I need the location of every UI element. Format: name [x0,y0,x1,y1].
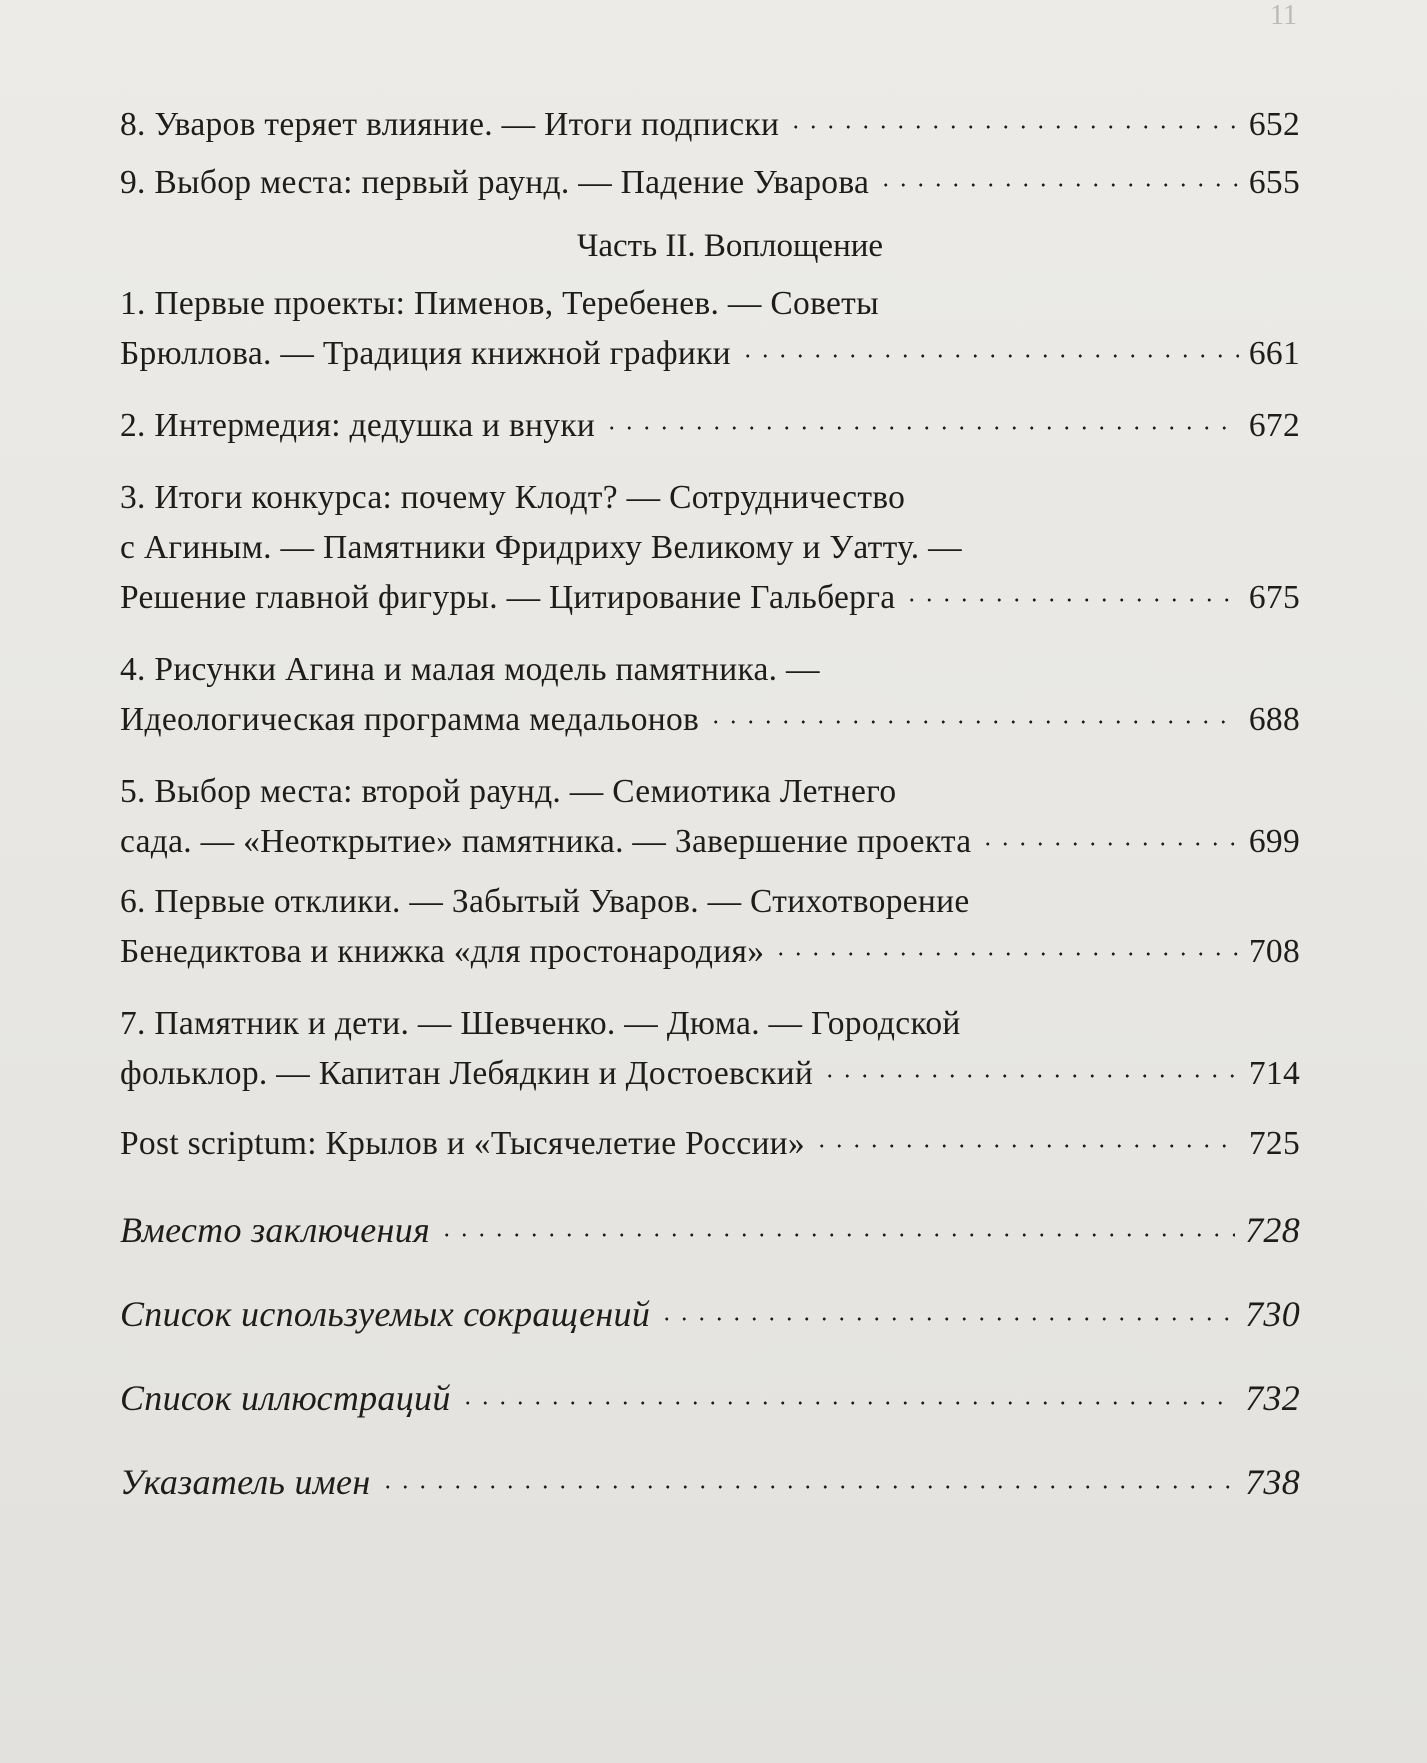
page-number: 661 [1248,335,1300,372]
dot-leader [979,819,1238,853]
toc-section-part1-tail [120,100,1300,208]
toc-entry-last-line [120,1119,1300,1169]
dot-leader [707,697,1239,731]
toc-entry-last-line [120,100,1300,150]
page-number: 699 [1248,823,1300,860]
page-number: 728 [1245,1210,1300,1250]
toc-entry-title-line: Вместо заключения [120,1210,431,1250]
page-number: 655 [1248,164,1300,201]
toc-entry-title-line: фольклор. — Капитан Лебядкин и Достоевский [120,1055,814,1092]
toc-entry-title-line: сада. — «Неоткрытие» памятника. — Завершение проекта [120,823,972,860]
toc-entry [120,645,1300,745]
dot-leader [658,1290,1235,1326]
running-head: 11 [1270,0,1297,31]
dot-leader [459,1374,1235,1410]
toc-entry-last-line [120,573,1300,623]
toc-entry-last-line [120,401,1300,451]
toc-entry-title-line: Решение главной фигуры. — Цитирование Гальберга [120,579,896,616]
toc-entry-title-line: 6. Первые отклики. — Забытый Уваров. — Стихотворение [120,883,970,920]
toc-section-part2 [120,279,1300,1169]
toc-entry-last-line [120,1455,1300,1509]
toc-entry-last-line [120,158,1300,208]
toc-entry-title-line: 7. Памятник и дети. — Шевченко. — Дюма. — Городской [120,1005,961,1042]
page-number: 730 [1245,1294,1300,1334]
toc-entry [120,1119,1300,1169]
page-number: 732 [1245,1378,1300,1418]
toc-entry-last-line [120,1203,1300,1257]
dot-leader [813,1121,1239,1155]
toc-entry [120,877,1300,977]
page-number: 652 [1248,106,1300,143]
dot-leader [787,102,1239,136]
toc-entry-last-line [120,1287,1300,1341]
toc-entry [120,279,1300,379]
toc-entry-title-line: 8. Уваров теряет влияние. — Итоги подписки [120,106,780,143]
toc-entry [120,1203,1300,1257]
toc-entry-title-line: Post scriptum: Крылов и «Тысячелетие России» [120,1125,805,1162]
toc-entry [120,158,1300,208]
table-of-contents [120,100,1300,1539]
toc-entry-title-line: Брюллова. — Традиция книжной графики [120,335,731,372]
toc-entry-title-line: 9. Выбор места: первый раунд. — Падение Уварова [120,164,870,201]
toc-entry-title-line: с Агиным. — Памятники Фридриху Великому и Уатту. — [120,529,962,566]
toc-entry-title-line: 1. Первые проекты: Пименов, Теребенев. — Советы [120,285,879,322]
page-number: 688 [1248,701,1300,738]
dot-leader [821,1051,1239,1085]
toc-entry [120,1287,1300,1341]
toc-entry-title-line: 3. Итоги конкурса: почему Клодт? — Сотрудничество [120,479,906,516]
toc-entry-title-line: Список иллюстраций [120,1378,451,1418]
page-number: 714 [1248,1055,1300,1092]
page-number: 738 [1245,1462,1300,1502]
toc-entry [120,1455,1300,1509]
dot-leader [877,160,1239,194]
dot-leader [903,575,1238,609]
toc-entry [120,999,1300,1099]
toc-entry [120,100,1300,150]
toc-entry-title-line: 2. Интермедия: дедушка и внуки [120,407,596,444]
toc-entry-last-line [120,695,1300,745]
toc-entry-last-line [120,329,1300,379]
toc-entry [120,401,1300,451]
dot-leader [379,1458,1236,1494]
dot-leader [739,331,1239,365]
page-number: 675 [1248,579,1300,616]
toc-entry [120,767,1300,867]
page-number: 725 [1248,1125,1300,1162]
toc-entry-last-line [120,1371,1300,1425]
part-heading: Часть II. Воплощение [576,228,884,264]
dot-leader [603,403,1239,437]
dot-leader [772,929,1239,963]
toc-section-back-matter [120,1203,1300,1509]
dot-leader [438,1206,1235,1242]
toc-entry-title-line: Список используемых сокращений [120,1294,651,1334]
toc-entry-last-line [120,1049,1300,1099]
toc-entry [120,1371,1300,1425]
toc-entry-title-line: 4. Рисунки Агина и малая модель памятника. — [120,651,820,688]
toc-entry-title-line: Идеологическая программа медальонов [120,701,700,738]
toc-entry-title-line: 5. Выбор места: второй раунд. — Семиотика Летнего [120,773,897,810]
page-number: 672 [1248,407,1300,444]
toc-entry-title-line: Бенедиктова и книжка «для простонародия» [120,933,765,970]
toc-entry-last-line [120,817,1300,867]
toc-entry-last-line [120,927,1300,977]
toc-entry [120,473,1300,623]
toc-entry-title-line: Указатель имен [120,1462,371,1502]
page-number: 708 [1248,933,1300,970]
